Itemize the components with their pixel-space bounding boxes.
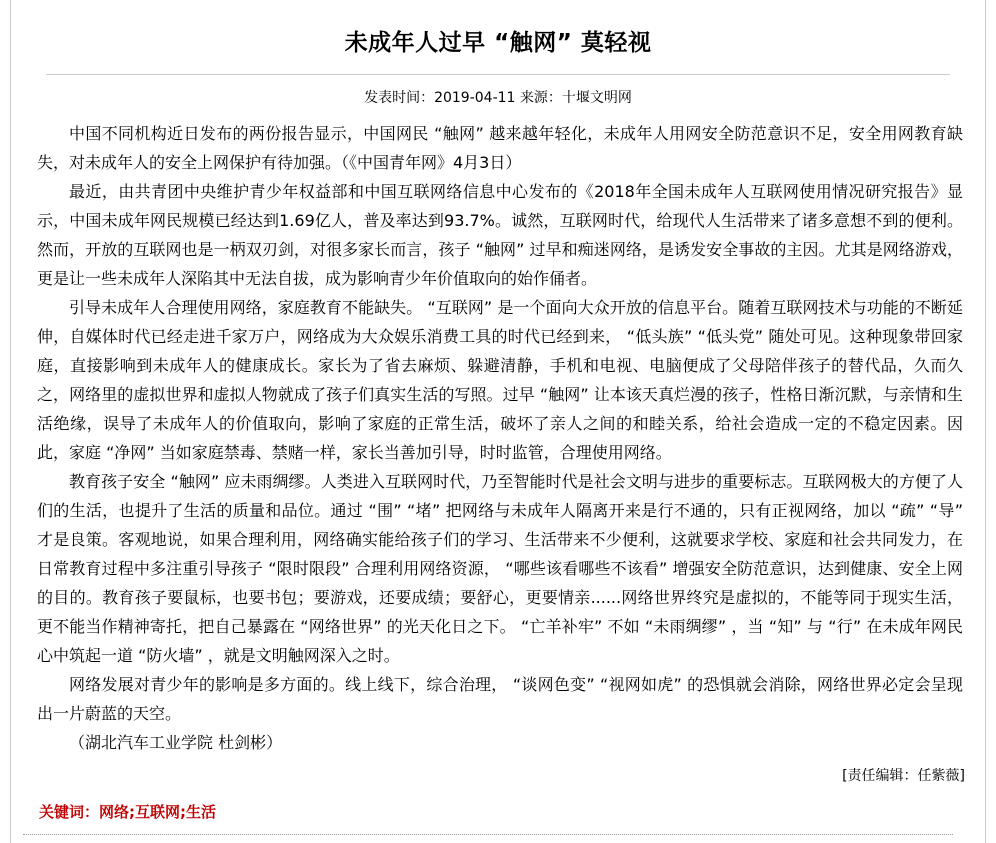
- article-title: 未成年人过早 “触网” 莫轻视: [344, 30, 652, 56]
- article-body: [11, 116, 985, 757]
- article-meta: [11, 75, 985, 116]
- paragraph: 最近，由共青团中央维护青少年权益部和中国互联网络信息中心发布的《2018年全国未成年人互联网使用情况研究报告》显示，中国未成年网民规模已经达到1.69亿人，普及率达到93.7%。诚然，互联网时代，给现代人生活带来了诸多意想不到的便利。然而，开放的互联网也是一柄双刃剑，对很多家长而言，孩子 “触网” 过早和痴迷网络，是诱发安全事故的主因。尤其是网络游戏，更是让一些未成年人深陷其中无法自拔，成为影响青少年价值取向的始作俑者。: [37, 182, 963, 288]
- keywords-links[interactable]: 网络;互联网;生活: [99, 803, 217, 821]
- paragraph: 中国不同机构近日发布的两份报告显示，中国网民 “触网” 越来越年轻化，未成年人用网安全防范意识不足，安全用网教育缺失，对未成年人的安全上网保护有待加强。（《中国青年网》4月3日）: [37, 124, 963, 172]
- keywords-row: [11, 785, 985, 822]
- responsible-editor: [责任编辑：任紫薇]: [842, 768, 965, 784]
- source-value: 十堰文明网: [561, 90, 632, 106]
- publish-time-value: 2019-04-11: [434, 90, 516, 106]
- paragraph: 网络发展对青少年的影响是多方面的。线上线下，综合治理， “谈网色变” “视网如虎” 的恐惧就会消除，网络世界必定会呈现出一片蔚蓝的天空。: [37, 675, 963, 723]
- source-label: 来源：: [519, 90, 562, 106]
- paragraph-author: （湖北汽车工业学院 杜剑彬）: [69, 733, 283, 752]
- article-frame: [10, 0, 986, 843]
- paragraph: 引导未成年人合理使用网络，家庭教育不能缺失。 “互联网” 是一个面向大众开放的信息平台。随着互联网技术与功能的不断延伸，自媒体时代已经走进千家万户，网络成为大众娱乐消费工具的时代已经到来， “低头族” “低头党” 随处可见。这种现象带回家庭，直接影响到未成年人的健康成长。家长为了省去麻烦、躲避清静，手机和电视、电脑便成了父母陪伴孩子的替代品，久而久之，网络里的虚拟世界和虚拟人物就成了孩子们真实生活的写照。过早 “触网” 让本该天真烂漫的孩子，性格日渐沉默，与亲情和生活绝缘，误导了未成年人的价值取向，影响了家庭的正常生活，破坏了亲人之间的和睦关系，给社会造成一定的不稳定因素。因此，家庭 “净网” 当如家庭禁毒、禁赌一样，家长当善加引导，时时监管，合理使用网络。: [37, 298, 963, 462]
- keywords-label: 关键词：: [39, 803, 100, 821]
- paragraph: 教育孩子安全 “触网” 应未雨绸缪。人类进入互联网时代，乃至智能时代是社会文明与进步的重要标志。互联网极大的方便了人们的生活，也提升了生活的质量和品位。通过 “围” “堵” 把网络与未成年人隔离开来是行不通的，只有正视网络，加以 “疏” “导” 才是良策。客观地说，如果合理利用，网络确实能给孩子们的学习、生活带来不少便利，这就要求学校、家庭和社会共同发力，在日常教育过程中多注重引导孩子 “限时限段” 合理利用网络资源， “哪些该看哪些不该看” 增强安全防范意识，达到健康、安全上网的目的。教育孩子要鼠标，也要书包；要游戏，还要成绩；要舒心，更要情亲......网络世界终究是虚拟的，不能等同于现实生活，更不能当作精神寄托，把自己暴露在 “网络世界” 的光天化日之下。 “亡羊补牢” 不如 “未雨绸缪” ，当 “知” 与 “行” 在未成年网民心中筑起一道 “防火墙” ，就是文明触网深入之时。: [37, 472, 963, 665]
- dotted-divider: [23, 834, 953, 835]
- publish-time-label: 发表时间：: [364, 90, 435, 106]
